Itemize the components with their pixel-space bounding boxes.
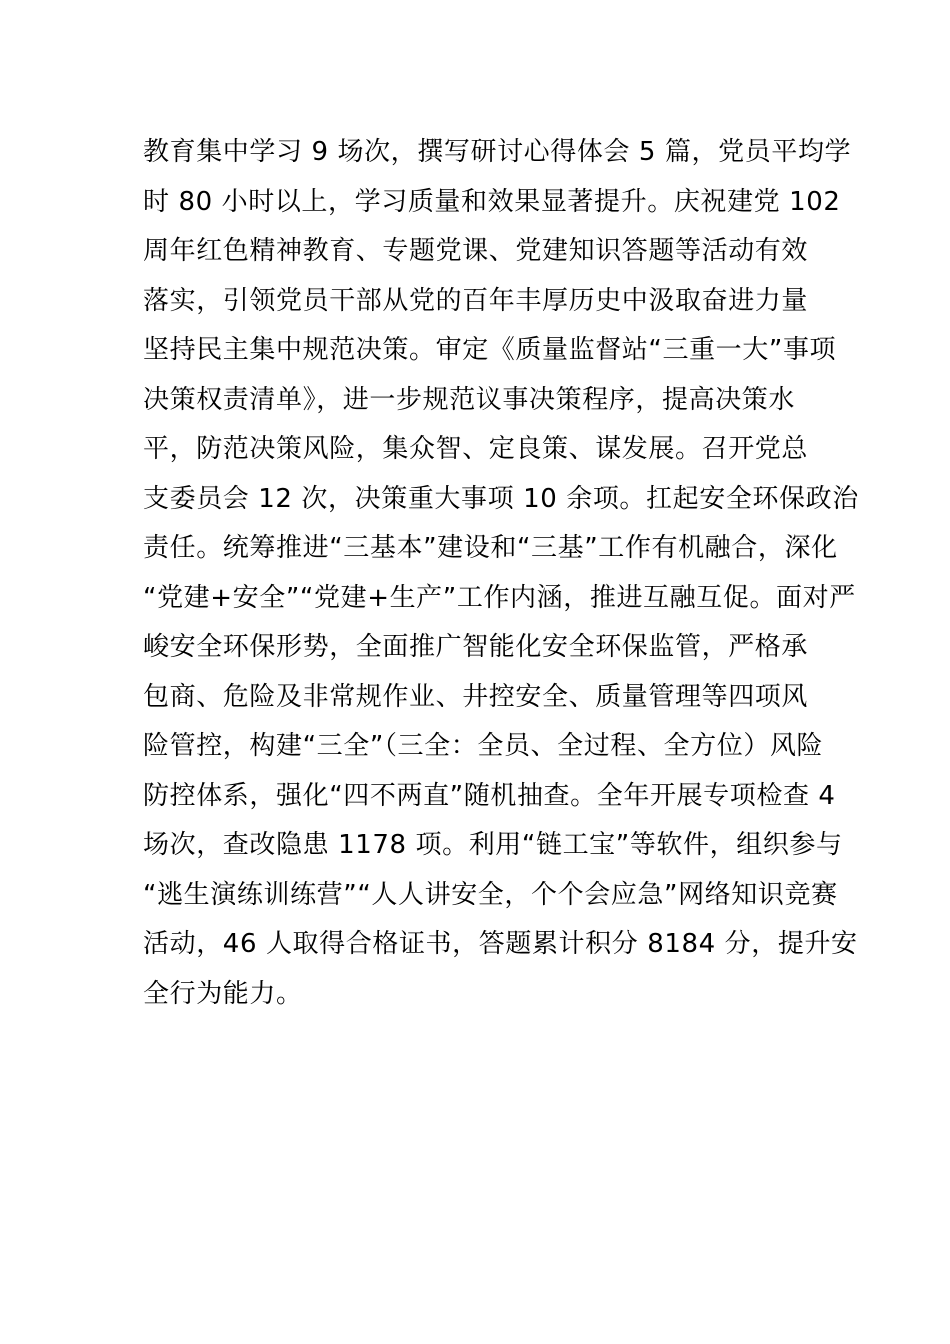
text-line: 包商、危险及非常规作业、井控安全、质量管理等四项风 [143,681,809,712]
text-line: 防控体系，强化“四不两直”随机抽查。全年开展专项检查 4 [143,780,836,811]
text-line: 坚持民主集中规范决策。审定《质量监督站“三重一大”事项 [143,335,837,365]
text-line: “党建+安全”“党建+生产”工作内涵，推进互融互促。面对严 [143,582,856,613]
text-line: 落实，引领党员干部从党的百年丰厚历史中汲取奋进力量 [143,285,809,316]
text-line: 活动，46 人取得合格证书，答题累计积分 8184 分，提升安 [143,929,858,959]
text-line: 教育集中学习 9 场次，撰写研讨心得体会 5 篇，党员平均学 [143,137,852,167]
text-line: “逃生演练训练营”“人人讲安全，个个会应急”网络知识竞赛 [143,879,838,910]
text-line: 平，防范决策风险，集众智、定良策、谋发展。召开党总 [143,434,809,464]
text-line: 责任。统筹推进“三基本”建设和“三基”工作有机融合，深化 [143,533,838,563]
body-paragraph [143,128,859,1019]
text-line: 决策权责清单》，进一步规范议事决策程序，提高决策水 [143,384,796,415]
text-line: 全行为能力。 [143,978,303,1009]
text-line: 峻安全环保形势，全面推广智能化安全环保监管，严格承 [143,632,809,662]
text-line: 险管控，构建“三全”（三全：全员、全过程、全方位）风险 [143,731,824,761]
text-line: 周年红色精神教育、专题党课、党建知识答题等活动有效 [143,236,809,266]
text-line: 场次，查改隐患 1178 项。利用“链工宝”等软件，组织参与 [143,830,843,860]
text-line: 时 80 小时以上，学习质量和效果显著提升。庆祝建党 102 [143,186,841,217]
text-line: 支委员会 12 次，决策重大事项 10 余项。扛起安全环保政治 [143,483,859,514]
